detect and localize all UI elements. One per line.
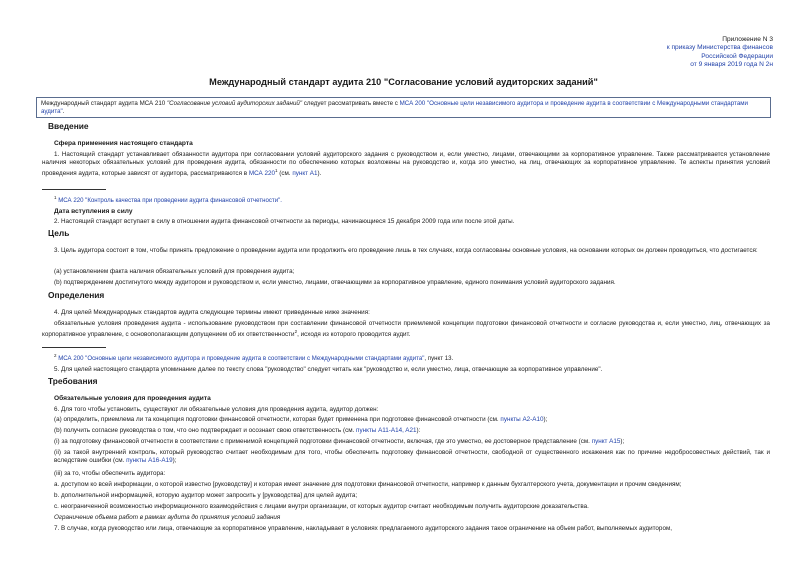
info-note-box [36,97,771,118]
footnote-2-end: , пункт 13. [424,355,454,363]
req-item-b [54,427,770,435]
note-text-a: Международный стандарт аудита МСА 210 [41,100,167,107]
paragraph-4: 4. Для целей Международных стандартов аудита следующие термины имеют приведенные ниже значения: [54,309,370,316]
definition-text-end: , исходя из которого проводится аудит. [297,331,411,339]
paragraph-6: 6. Для того чтобы установить, существуют ли обязательные условия для проведения аудита, аудитор должен: [54,406,379,413]
footnote-mark-2: 2 [294,329,298,335]
req-item-b-end: ): [416,427,421,434]
req-item-i-text: (i) за подготовку финансовой отчетности в соответствии с применимой концепцией подготовки финансовой отчетности, включая, где это уместно, ее достоверное представление (см. [54,438,592,445]
heading-goal: Цель [48,228,70,238]
req-item-ii-end: ); [172,457,177,465]
footnote-mark-1: 1 [274,168,278,174]
req-item-b-text: (b) получить согласие руководства о том, что оно подтверждает и осознает свою ответственность (см. [54,427,357,434]
point-a1-link[interactable]: пункт A1 [292,170,318,178]
appendix-ministry-link[interactable]: Российской Федерации [701,52,773,60]
req-item-iii-c: c. неограниченной возможностью информационного взаимодействия с лицами внутри организации, от которых аудитор считает необходимым получить аудиторские доказательства. [54,503,589,510]
points-a2-a10-link[interactable]: пункты A2-A10 [500,416,544,423]
points-a16-a19-link[interactable]: пункты A16-A19 [126,457,173,465]
footnote-2-mark: 2 [54,353,57,358]
footnote-1 [54,195,282,204]
req-item-iii-b: b. дополнительной информацией, которую аудитор может запросить у [руководства] для целей аудита; [54,492,358,499]
footnote-2 [54,353,453,362]
footnote-2-link[interactable]: МСА 200 "Основные цели независимого аудитора и проведение аудита в соответствии с Международными стандартами аудита" [58,355,425,363]
goal-item-a: (a) установлением факта наличия обязательных условий для проведения аудита; [54,268,295,275]
req-item-ii [54,449,770,465]
document-title: Международный стандарт аудита 210 "Согласование условий аудиторских заданий" [209,77,598,87]
footnote-divider-2 [42,347,106,348]
req-item-iii-a: a. доступом ко всей информации, о которой известно [руководству] и которая имеет значение для подготовки финансовой отчетности, например к данным бухгалтерского учета, документации и прочим сведениям; [54,481,682,488]
appendix-order-link[interactable]: к приказу Министерства финансов [666,44,773,52]
heading-definitions: Определения [48,290,105,300]
note-text-c: следует рассматривать вместе с [302,100,400,107]
paragraph-1-mid: (см. [277,170,293,178]
paragraph-1 [42,151,770,179]
heading-scope: Сфера применения настоящего стандарта [54,140,193,147]
paragraph-2: 2. Настоящий стандарт вступает в силу в отношении аудита финансовой отчетности за периоды, начинающиеся 15 декабря 2009 года или после этой даты. [54,218,515,225]
heading-introduction: Введение [48,121,89,131]
appendix-number: Приложение N 3 [722,36,773,43]
req-item-a-text: (a) определить, приемлема ли та концепция подготовки финансовой отчетности, которая будет применена при подготовке финансовой отчетности (см. [54,416,501,423]
appendix-header [667,36,773,70]
paragraph-3: 3. Цель аудитора состоит в том, чтобы принять предложение о проведении аудита или продолжить его проведение лишь в тех случаях, когда согласованы основные условия, на основании которых он должен проводиться, что достигается: [54,247,758,254]
note-text-b: "Согласование условий аудиторских заданий" [166,100,303,107]
paragraph-7: 7. В случае, когда руководство или лица, отвечающие за корпоративное управление, накладывает в условиях предлагаемого аудиторского задания такое ограничение на объем работ, выполняемых аудитором, [54,525,673,532]
goal-item-b: (b) подтверждением достигнутого между аудитором и руководством и, если уместно, лицами, отвечающими за корпоративное управление, единого понимания условий аудиторского задания. [54,279,616,286]
footnote-1-link[interactable]: МСА 220 "Контроль качества при проведении аудита финансовой отчетности". [58,197,282,205]
definition-preconditions [42,320,770,340]
heading-preconditions: Обязательные условия для проведения аудита [54,395,211,402]
req-item-iii: (iii) за то, чтобы обеспечить аудитора: [54,470,166,477]
req-item-i-end: ); [620,438,625,445]
point-a15-link[interactable]: пункт A15 [591,438,621,445]
paragraph-1-text: 1. Настоящий стандарт устанавливает обязанности аудитора при согласовании условий аудиторского задания с руководством и, если уместно, лицами, отвечающими за корпоративное управление. Также рассматривается установление наличия некоторых обязательных условий для проведения аудита, обязанности по обеспечению которых возложены на руководство и, когда это уместно, на лиц, отвечающих за корпоративное управление. Те аспекты принятия условий проведения аудита, которые зависят от аудитора, рассматриваются в [42,151,770,178]
footnote-divider [42,189,106,190]
req-item-ii-text: (ii) за такой внутренний контроль, который руководство считает необходимым для того, чтобы обеспечить подготовку финансовой отчетности, свободной от существенного искажения как по причине недобросовестных действий, так и вследствие ошибки (см. [54,449,770,465]
footnote-1-mark: 1 [54,195,57,200]
paragraph-5: 5. Для целей настоящего стандарта упоминание далее по тексту слова "руководство" следует читать как "руководство и, если уместно, лица, отвечающие за корпоративное управление". [54,366,603,373]
paragraph-1-end: ). [317,170,322,178]
definition-text: обязательные условия проведения аудита - использование руководством при составлении финансовой отчетности приемлемой концепции подготовки финансовой отчетности и согласие руководства и, если уместно, лиц, отвечающих за корпоративное управление, с основополагающим допущением об их ответственности [42,320,770,339]
heading-effective-date: Дата вступления в силу [54,208,133,215]
heading-scope-limitation: Ограничение объема работ в рамках аудита до принятия условий задания [54,514,281,521]
note-text-e: . [62,108,65,116]
heading-requirements: Требования [48,376,98,386]
req-item-a-end: ); [543,416,548,423]
note-isa200-link[interactable]: МСА 200 "Основные цели независимого аудитора и проведение аудита в соответствии с Международными стандартами аудита" [41,100,748,116]
points-a11-a14-link[interactable]: пункты A11-A14, A21 [356,427,417,434]
appendix-date-link[interactable]: от 9 января 2019 года N 2н [690,61,773,69]
isa220-link[interactable]: МСА 220 [248,170,275,178]
req-item-a [54,416,770,424]
req-item-i [54,438,770,446]
